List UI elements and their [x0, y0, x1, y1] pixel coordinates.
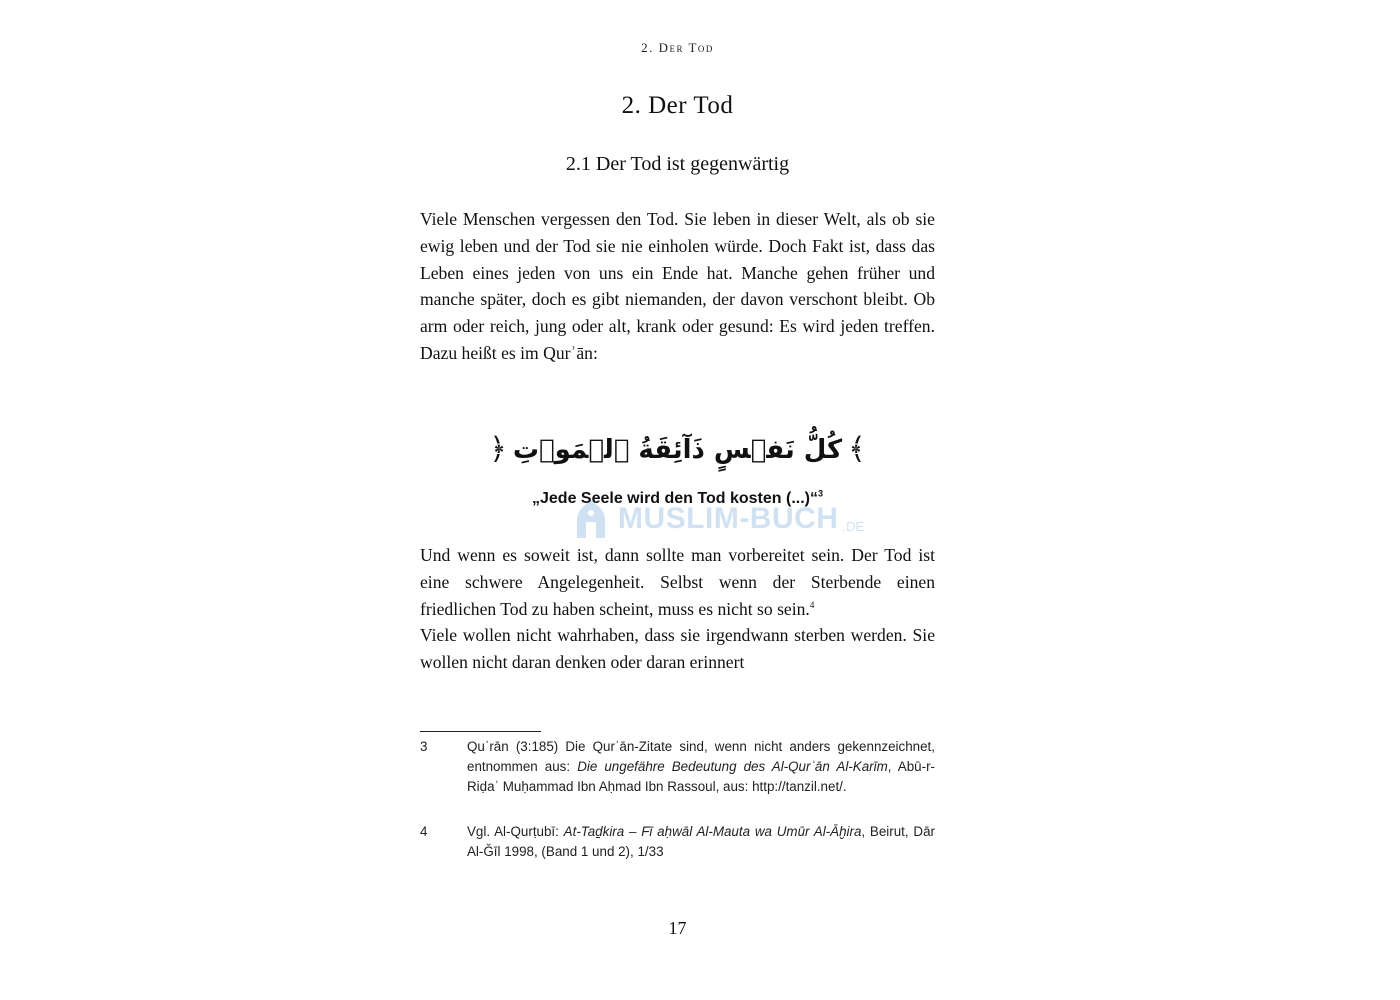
footnote-ref-3: 3 — [817, 488, 823, 499]
watermark-text: MUSLIM-BUCH — [618, 502, 839, 535]
page-number: 17 — [668, 918, 687, 938]
section-title: 2.1 Der Tod ist gegenwärtig — [565, 153, 790, 175]
body-paragraph-2-text: Und wenn es soweit ist, dann sollte man vorbereitet sein. Der Tod ist eine schwere Angelegenheit. Selbst wenn der Sterbende einen friedlichen Tod zu haben scheint, muss es nicht so sein. — [420, 545, 935, 619]
footnote-text-a: Vgl. Al-Qurṭubī: — [467, 824, 564, 839]
body-paragraph-2 — [420, 542, 935, 676]
arabic-verse-text: كُلُّ نَفۡسٍ ذَآئِقَةُ ٱلۡمَوۡتِ — [512, 435, 843, 465]
footnote-number: 4 — [420, 824, 428, 839]
footnote-text-a: Quʾrān (3:185) Die Qurʾān-Zitate sind, wenn nicht anders gekennzeichnet, entnommen aus: — [467, 739, 935, 774]
footnote-3 — [420, 737, 935, 797]
verse-translation — [420, 490, 935, 508]
footnote-text-b: , Beirut, Dār Al-Ǧīl 1998, (Band 1 und 2), 1/33 — [467, 824, 935, 859]
footnote-ref-4: 4 — [809, 599, 815, 610]
footnote-text — [467, 737, 935, 797]
body-paragraph-1: Viele Menschen vergessen den Tod. Sie leben in dieser Welt, als ob sie ewig leben und der Tod sie nie einholen würde. Doch Fakt ist, dass das Leben eines jeden von uns ein Ende hat. Manche gehen früher und manche später, doch es gibt niemanden, der davon verschont bleibt. Ob arm oder reich, jung oder alt, krank oder gesund: Es wird jeden treffen. Dazu heißt es im Qurʾān: — [420, 209, 935, 363]
chapter-title: 2. Der Tod — [621, 92, 734, 119]
footnote-title: At-Taḏkira – Fī aḥwāl Al-Mauta wa Umūr Al-Āḫira — [563, 824, 862, 839]
body-paragraph-2-continuation: Viele wollen nicht wahrhaben, dass sie irgendwann sterben werden. Sie wollen nicht daran denken oder daran erinnert — [420, 625, 935, 673]
footnote-number: 3 — [420, 739, 428, 754]
watermark-tld: .DE — [842, 519, 865, 534]
footnote-text-b: , Abū-r-Riḍaʾ Muḥammad Ibn Aḥmad Ibn Rassoul, aus: http://tanzil.net/. — [467, 759, 935, 794]
footnote-4 — [420, 822, 935, 862]
verse-bracket-close: ﴾ — [848, 433, 866, 466]
quran-verse — [420, 428, 935, 472]
footnote-title: Die ungefähre Bedeutung des Al-Qurʾān Al-Karīm — [577, 759, 888, 774]
running-head: 2. Der Tod — [641, 40, 714, 55]
verse-translation-text: „Jede Seele wird den Tod kosten (...)“ — [532, 490, 818, 507]
footnote-text — [467, 822, 935, 862]
verse-bracket-open: ﴿ — [489, 433, 507, 466]
footnote-separator — [420, 731, 541, 732]
